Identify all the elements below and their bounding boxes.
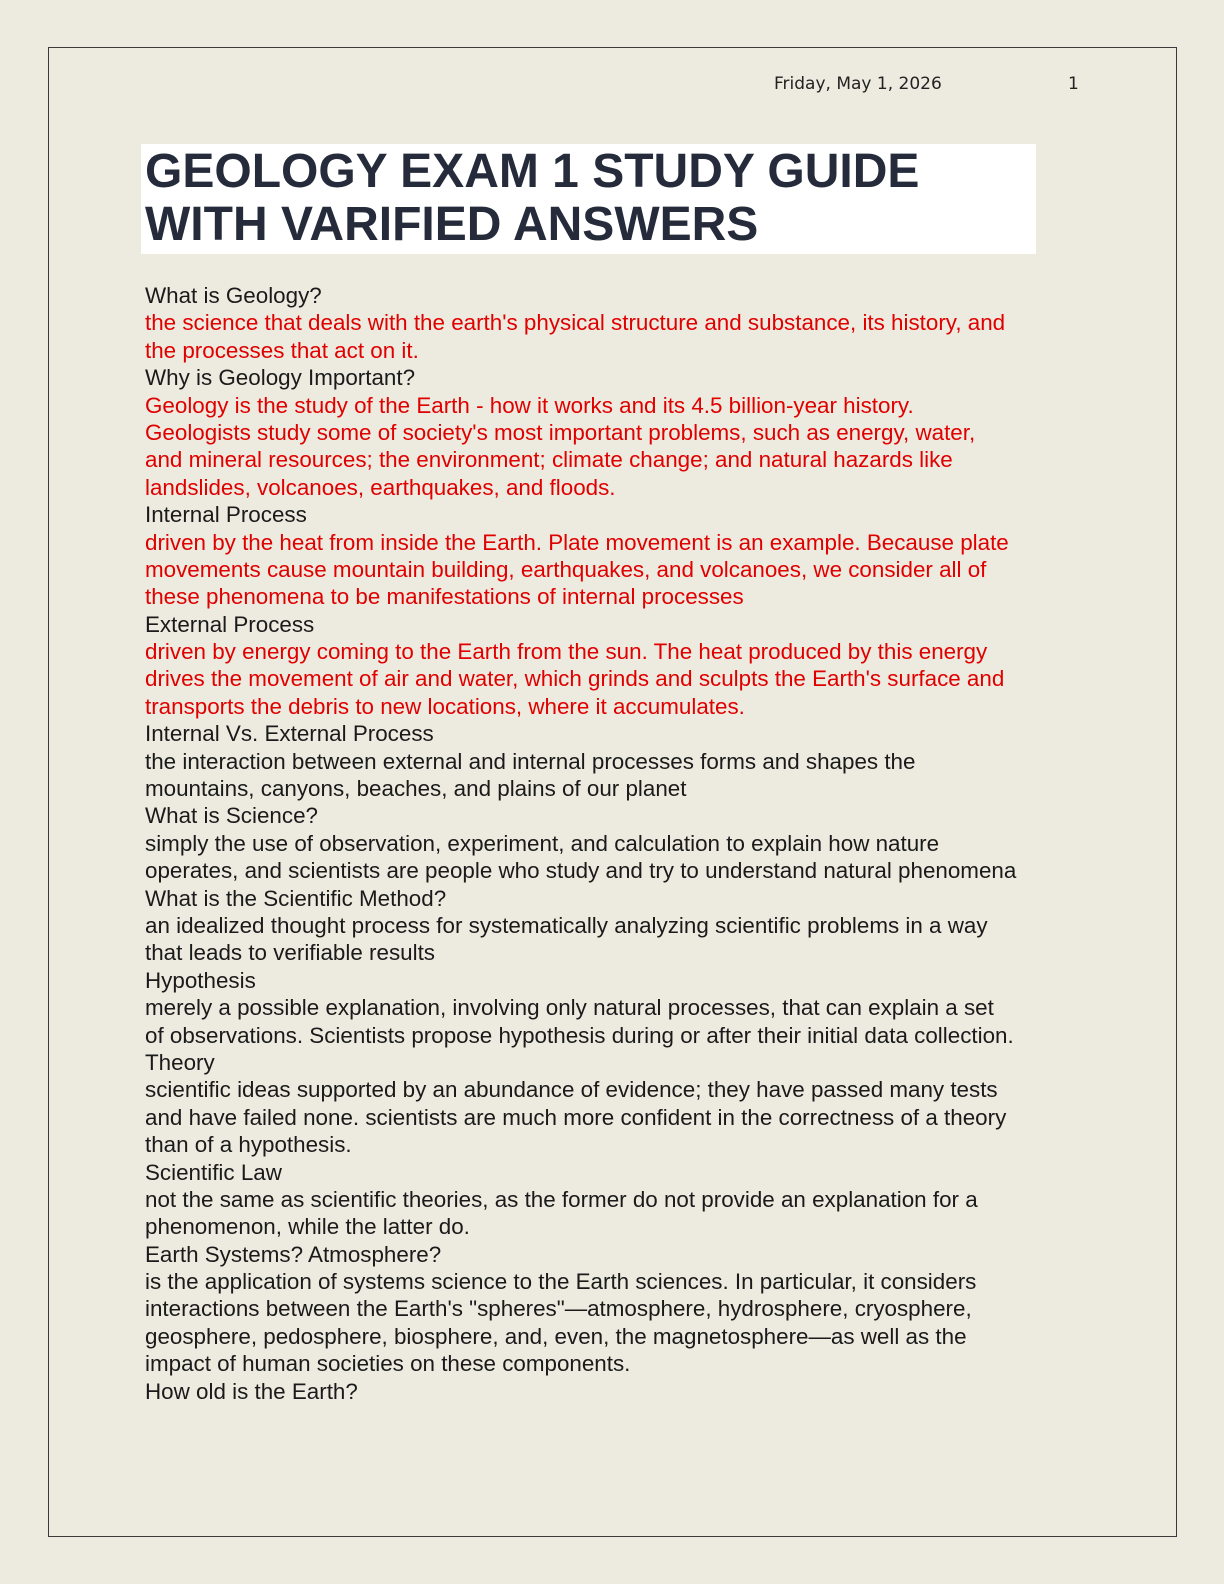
question-line: Theory [145, 1049, 215, 1075]
answer-line: Geologists study some of society's most important problems, such as energy, water, [145, 419, 976, 445]
document-title-line-2: WITH VARIFIED ANSWERS [145, 198, 759, 251]
answer-line: an idealized thought process for systematically analyzing scientific problems in a way [145, 912, 988, 938]
answer-line: the interaction between external and internal processes forms and shapes the [145, 748, 916, 774]
answer-line: interactions between the Earth's "spheres"—atmosphere, hydrosphere, cryosphere, [145, 1296, 972, 1322]
answer-line: geosphere, pedosphere, biosphere, and, even, the magnetosphere—as well as the [145, 1323, 967, 1349]
title-block [141, 144, 1036, 254]
answer-line: driven by energy coming to the Earth from the sun. The heat produced by this energy [145, 639, 988, 665]
header-date: Friday, May 1, 2026 [774, 74, 942, 94]
page-number: 1 [1068, 74, 1079, 94]
answer-line: of observations. Scientists propose hypothesis during or after their initial data collection. [145, 1022, 1014, 1048]
question-line: Earth Systems? Atmosphere? [145, 1241, 442, 1267]
question-line: Why is Geology Important? [145, 365, 416, 391]
answer-line: and have failed none. scientists are much more confident in the correctness of a theory [145, 1104, 1007, 1130]
answer-line: the science that deals with the earth's physical structure and substance, its history, and [145, 310, 1006, 336]
question-line: What is Geology? [145, 283, 322, 308]
study-guide-body [145, 282, 1085, 1405]
answer-line: than of a hypothesis. [145, 1132, 352, 1158]
answer-line: and mineral resources; the environment; climate change; and natural hazards like [145, 447, 953, 473]
answer-line: operates, and scientists are people who study and try to understand natural phenomena [145, 858, 1017, 884]
question-line: What is Science? [145, 803, 318, 829]
answer-line: drives the movement of air and water, which grinds and sculpts the Earth's surface and [145, 666, 1005, 692]
question-line: Hypothesis [145, 967, 256, 993]
question-line: External Process [145, 611, 315, 637]
answer-line: is the application of systems science to the Earth sciences. In particular, it considers [145, 1269, 977, 1295]
question-line: Internal Process [145, 502, 307, 528]
question-line: What is the Scientific Method? [145, 885, 447, 911]
answer-line: driven by the heat from inside the Earth. Plate movement is an example. Because plate [145, 529, 1009, 555]
answer-line: transports the debris to new locations, where it accumulates. [145, 693, 745, 719]
question-line: Internal Vs. External Process [145, 721, 434, 747]
question-line: How old is the Earth? [145, 1378, 358, 1404]
question-line: Scientific Law [145, 1159, 282, 1185]
answer-line: merely a possible explanation, involving only natural processes, that can explain a set [145, 995, 994, 1021]
answer-line: Geology is the study of the Earth - how it works and its 4.5 billion-year history. [145, 392, 914, 418]
answer-line: movements cause mountain building, earthquakes, and volcanoes, we consider all of [145, 556, 987, 582]
answer-line: the processes that act on it. [145, 337, 419, 363]
answer-line: mountains, canyons, beaches, and plains of our planet [145, 776, 687, 802]
document-title-line-1: GEOLOGY EXAM 1 STUDY GUIDE [145, 145, 920, 198]
answer-line: scientific ideas supported by an abundance of evidence; they have passed many tests [145, 1077, 998, 1103]
answer-line: these phenomena to be manifestations of internal processes [145, 584, 744, 610]
answer-line: that leads to verifiable results [145, 940, 435, 966]
answer-line: phenomenon, while the latter do. [145, 1214, 470, 1240]
answer-line: simply the use of observation, experiment, and calculation to explain how nature [145, 830, 940, 856]
answer-line: impact of human societies on these components. [145, 1351, 631, 1377]
answer-line: not the same as scientific theories, as the former do not provide an explanation for a [145, 1186, 978, 1212]
answer-line: landslides, volcanoes, earthquakes, and floods. [145, 474, 616, 500]
